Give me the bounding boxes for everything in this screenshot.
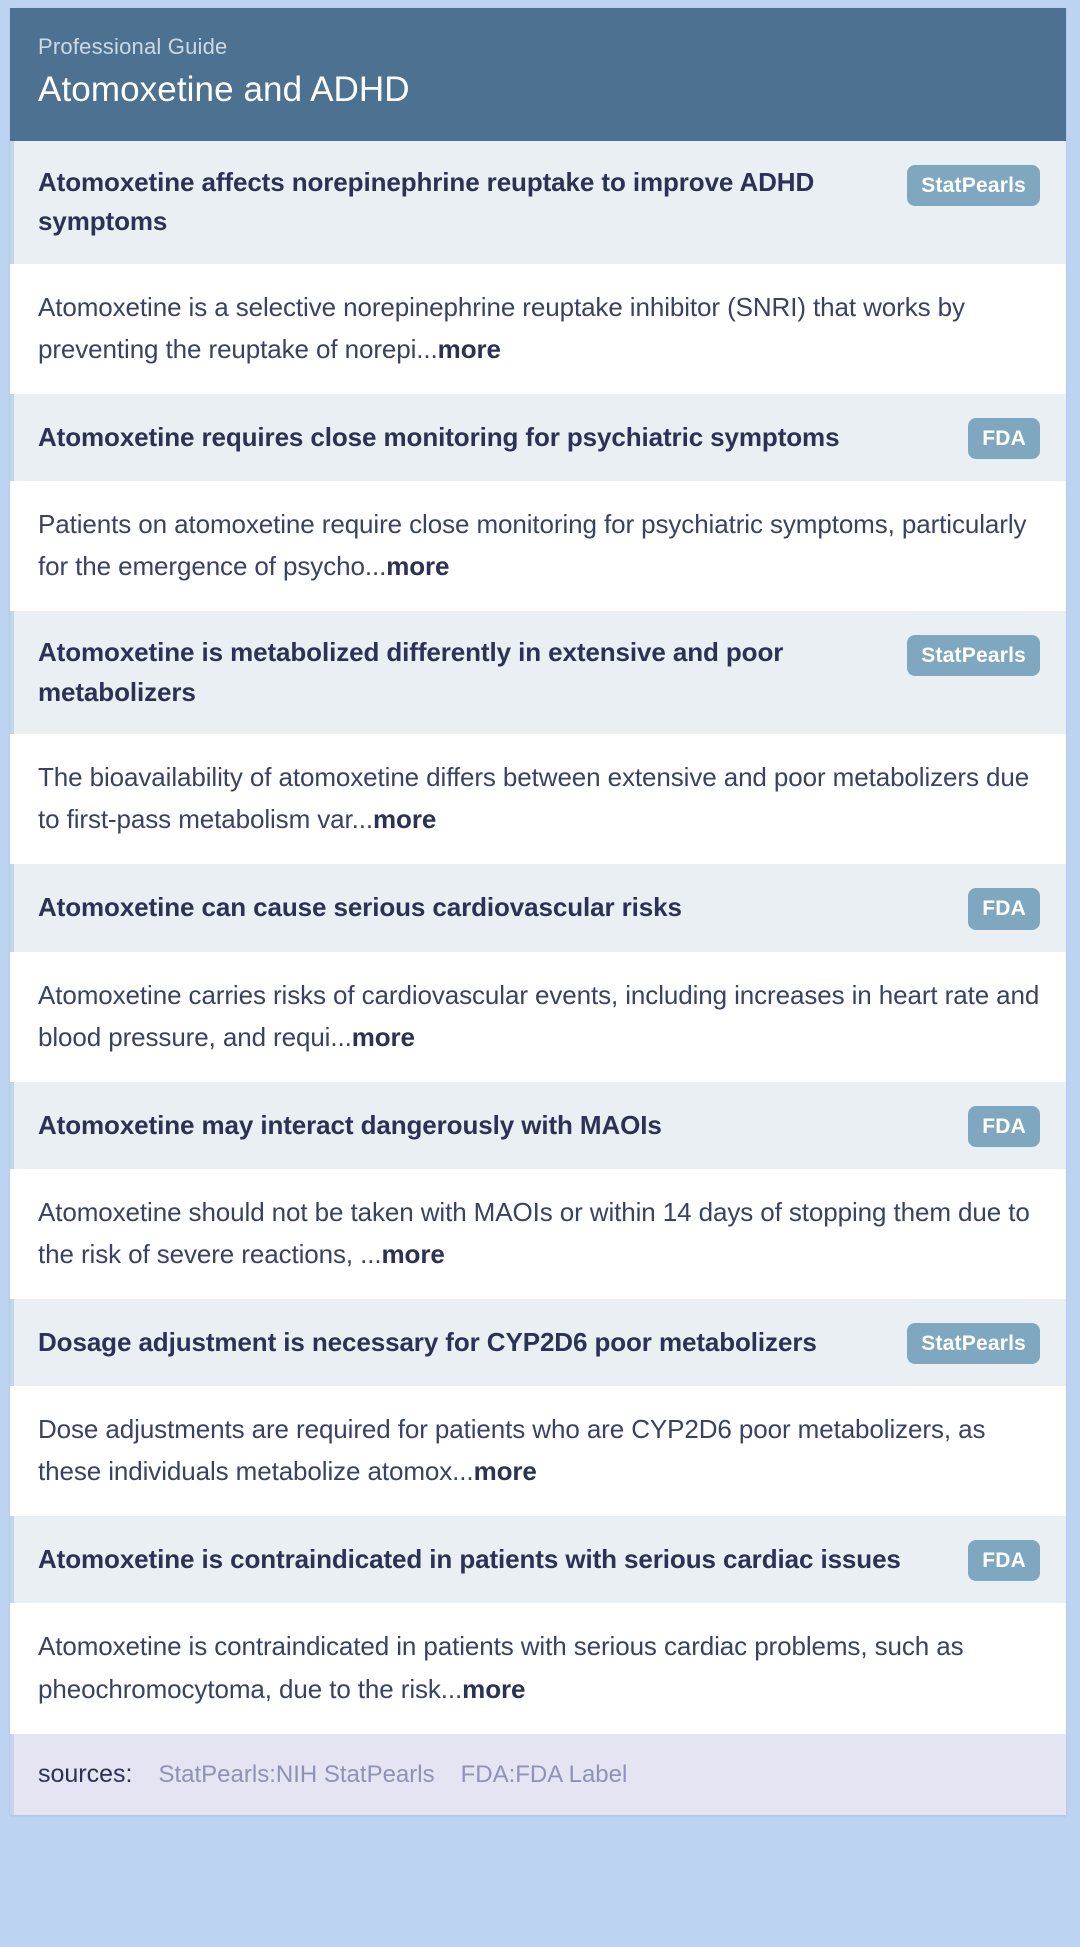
source-badge[interactable]: StatPearls bbox=[907, 1323, 1040, 1364]
answer-text bbox=[38, 286, 1040, 370]
source-badge[interactable]: FDA bbox=[968, 418, 1040, 459]
source-badge[interactable]: StatPearls bbox=[907, 635, 1040, 676]
answer-row bbox=[10, 1169, 1066, 1299]
answer-row bbox=[10, 734, 1066, 864]
answer-snippet: Atomoxetine carries risks of cardiovascular events, including increases in heart rate and blood pressure, and requi... bbox=[38, 979, 1040, 1052]
sources-footer bbox=[10, 1734, 1066, 1815]
question-row[interactable] bbox=[10, 141, 1066, 264]
question-row[interactable] bbox=[10, 1516, 1066, 1603]
question-text: Atomoxetine affects norepinephrine reuptake to improve ADHD symptoms bbox=[38, 166, 815, 237]
answer-snippet: The bioavailability of atomoxetine differs between extensive and poor metabolizers due to first-pass metabolism var... bbox=[38, 762, 1030, 835]
question-row[interactable] bbox=[10, 1299, 1066, 1386]
answer-snippet: Patients on atomoxetine require close monitoring for psychiatric symptoms, particularly for the emergence of psycho... bbox=[38, 508, 1027, 582]
page-title: Atomoxetine and ADHD bbox=[38, 70, 410, 110]
question-row[interactable] bbox=[10, 1082, 1066, 1169]
source-legend-fda: FDA:FDA Label bbox=[460, 1760, 628, 1788]
question-text: Dosage adjustment is necessary for CYP2D6 poor metabolizers bbox=[38, 1326, 817, 1357]
answer-text bbox=[38, 503, 1040, 587]
source-legend-statpearls: StatPearls:NIH StatPearls bbox=[158, 1760, 435, 1788]
answer-row bbox=[10, 1603, 1066, 1733]
read-more-link[interactable]: more bbox=[437, 333, 501, 364]
answer-row bbox=[10, 952, 1066, 1082]
source-badge[interactable]: FDA bbox=[968, 1540, 1040, 1581]
answer-snippet: Atomoxetine is contraindicated in patients with serious cardiac problems, such as pheochromocytoma, due to the risk... bbox=[38, 1631, 964, 1704]
source-badge[interactable]: StatPearls bbox=[907, 165, 1040, 206]
question-text: Atomoxetine can cause serious cardiovascular risks bbox=[38, 892, 682, 923]
question-row[interactable] bbox=[10, 864, 1066, 951]
question-text: Atomoxetine is contraindicated in patients with serious cardiac issues bbox=[38, 1544, 901, 1575]
read-more-link[interactable]: more bbox=[381, 1238, 445, 1269]
guide-eyebrow: Professional Guide bbox=[38, 34, 228, 59]
answer-text bbox=[38, 1191, 1040, 1275]
question-row[interactable] bbox=[10, 394, 1066, 481]
answer-text bbox=[38, 1408, 1040, 1492]
guide-header bbox=[10, 8, 1066, 141]
source-badge[interactable]: FDA bbox=[968, 1106, 1040, 1147]
read-more-link[interactable]: more bbox=[462, 1673, 526, 1704]
question-row[interactable] bbox=[10, 611, 1066, 734]
answer-row bbox=[10, 264, 1066, 394]
source-badge[interactable]: FDA bbox=[968, 888, 1040, 929]
read-more-link[interactable]: more bbox=[473, 1456, 537, 1487]
qa-list bbox=[10, 141, 1066, 1734]
answer-snippet: Dose adjustments are required for patients who are CYP2D6 poor metabolizers, as these individuals metabolize atomox... bbox=[38, 1414, 986, 1487]
read-more-link[interactable]: more bbox=[373, 804, 437, 835]
answer-text bbox=[38, 1625, 1040, 1709]
answer-snippet: Atomoxetine should not be taken with MAOIs or within 14 days of stopping them due to the risk of severe reactions, ... bbox=[38, 1196, 1030, 1269]
sources-label: sources: bbox=[38, 1759, 133, 1788]
read-more-link[interactable]: more bbox=[386, 551, 450, 582]
answer-text bbox=[38, 974, 1040, 1058]
question-text: Atomoxetine requires close monitoring for psychiatric symptoms bbox=[38, 421, 840, 452]
answer-text bbox=[38, 756, 1040, 840]
read-more-link[interactable]: more bbox=[351, 1021, 415, 1052]
question-text: Atomoxetine may interact dangerously with MAOIs bbox=[38, 1109, 662, 1140]
professional-guide-card bbox=[10, 8, 1066, 1815]
answer-snippet: Atomoxetine is a selective norepinephrine reuptake inhibitor (SNRI) that works by preventing the reuptake of norepi... bbox=[38, 291, 965, 364]
question-text: Atomoxetine is metabolized differently in extensive and poor metabolizers bbox=[38, 637, 784, 707]
answer-row bbox=[10, 481, 1066, 611]
answer-row bbox=[10, 1386, 1066, 1516]
